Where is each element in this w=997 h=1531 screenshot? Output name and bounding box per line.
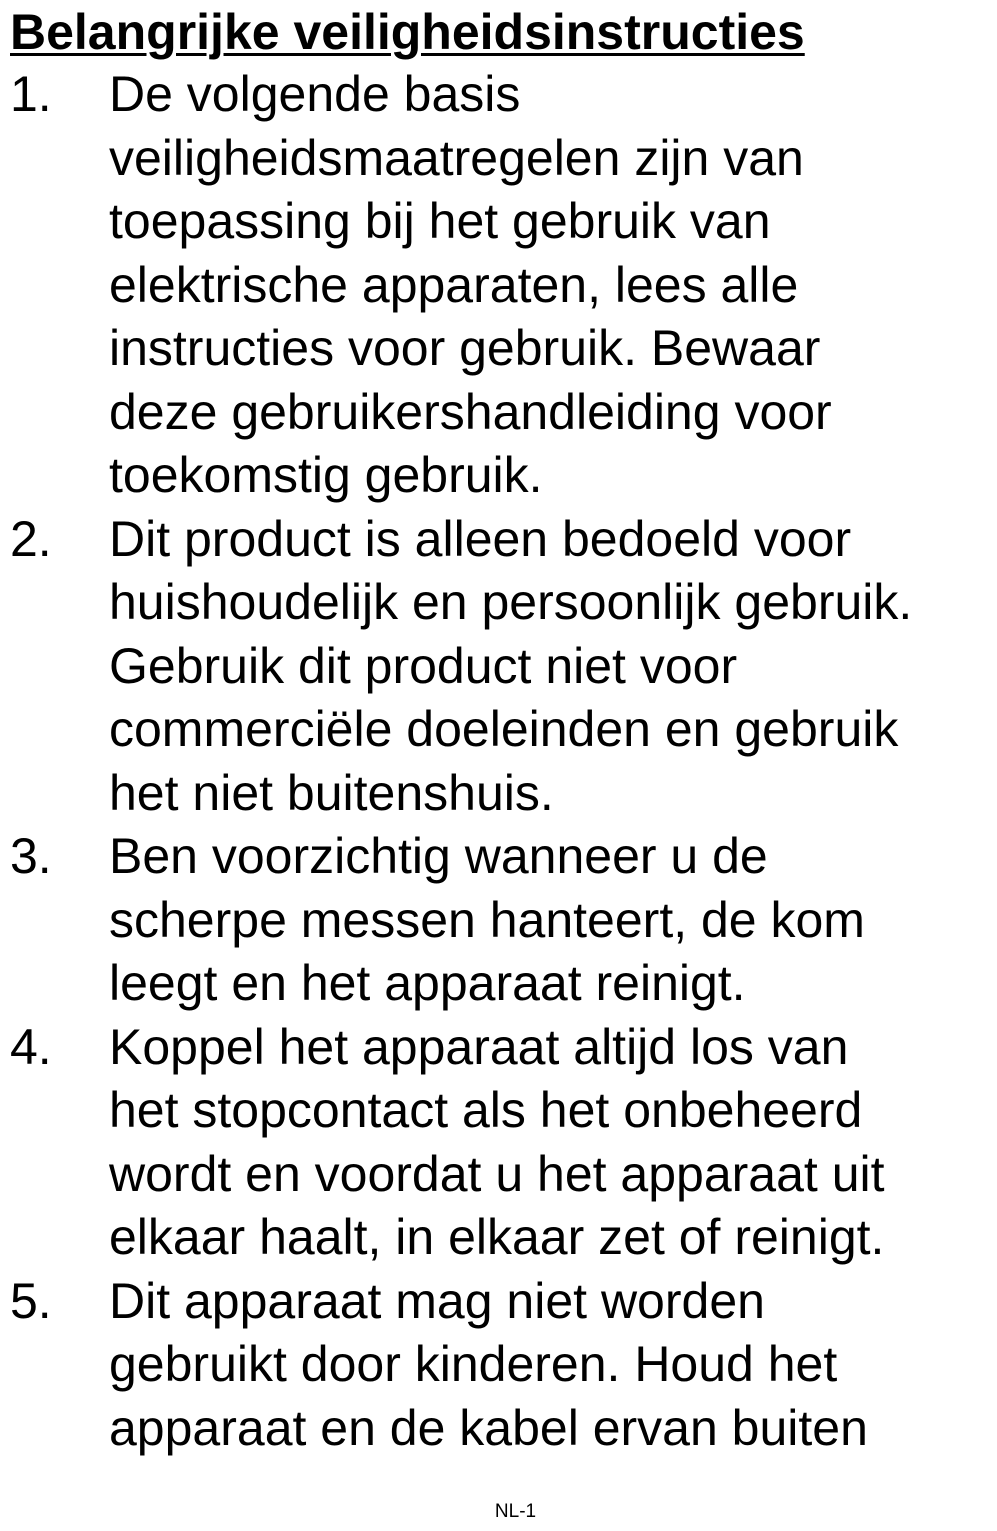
- instruction-line: leegt en het apparaat reinigt.: [109, 955, 746, 1011]
- instruction-line: toepassing bij het gebruik van: [109, 193, 771, 249]
- instruction-line: gebruikt door kinderen. Houd het: [109, 1336, 838, 1392]
- instruction-number: 2.: [10, 510, 52, 567]
- instruction-text: [109, 825, 989, 1016]
- instruction-line: Gebruik dit product niet voor: [109, 637, 738, 694]
- instruction-line: apparaat en de kabel ervan buiten: [109, 1399, 868, 1456]
- instruction-line: huishoudelijk en persoonlijk gebruik.: [109, 574, 913, 630]
- instruction-line: het niet buitenshuis.: [109, 764, 554, 821]
- instruction-number: 4.: [10, 1018, 52, 1075]
- instruction-line: deze gebruikershandleiding voor: [109, 383, 832, 440]
- instruction-number: 5.: [10, 1272, 52, 1329]
- instruction-text: [109, 1270, 989, 1461]
- instruction-number: 3.: [10, 828, 52, 884]
- instruction-line: veiligheidsmaatregelen zijn van: [109, 129, 804, 186]
- instruction-line: Ben voorzichtig wanneer u de: [109, 828, 768, 884]
- instruction-number: 1.: [10, 66, 52, 122]
- page-title: Belangrijke veiligheidsinstructies: [10, 4, 805, 60]
- instruction-item-2: [0, 508, 997, 826]
- instruction-item-4: [0, 1016, 997, 1270]
- instruction-line: wordt en voordat u het apparaat uit: [109, 1145, 885, 1202]
- instruction-line: Dit apparaat mag niet worden: [109, 1272, 765, 1329]
- instruction-line: het stopcontact als het onbeheerd: [109, 1082, 863, 1138]
- instruction-line: toekomstig gebruik.: [109, 447, 543, 503]
- instruction-line: De volgende basis: [109, 66, 521, 122]
- instruction-line: Dit product is alleen bedoeld voor: [109, 510, 852, 567]
- instruction-text: [109, 1016, 989, 1270]
- instruction-text: [109, 63, 989, 508]
- instruction-item-1: [0, 63, 997, 508]
- instruction-text: [109, 508, 989, 826]
- safety-instructions-list: [0, 63, 997, 1460]
- instruction-line: Koppel het apparaat altijd los van: [109, 1018, 849, 1075]
- instruction-item-5: [0, 1270, 997, 1461]
- instruction-line: scherpe messen hanteert, de kom: [109, 891, 865, 948]
- instruction-line: elkaar haalt, in elkaar zet of reinigt.: [109, 1209, 885, 1265]
- instruction-line: commerciële doeleinden en gebruik: [109, 701, 899, 757]
- instruction-item-3: [0, 825, 997, 1016]
- instruction-line: elektrische apparaten, lees alle: [109, 256, 799, 313]
- instruction-line: instructies voor gebruik. Bewaar: [109, 320, 821, 376]
- page-number: NL-1: [494, 1501, 537, 1522]
